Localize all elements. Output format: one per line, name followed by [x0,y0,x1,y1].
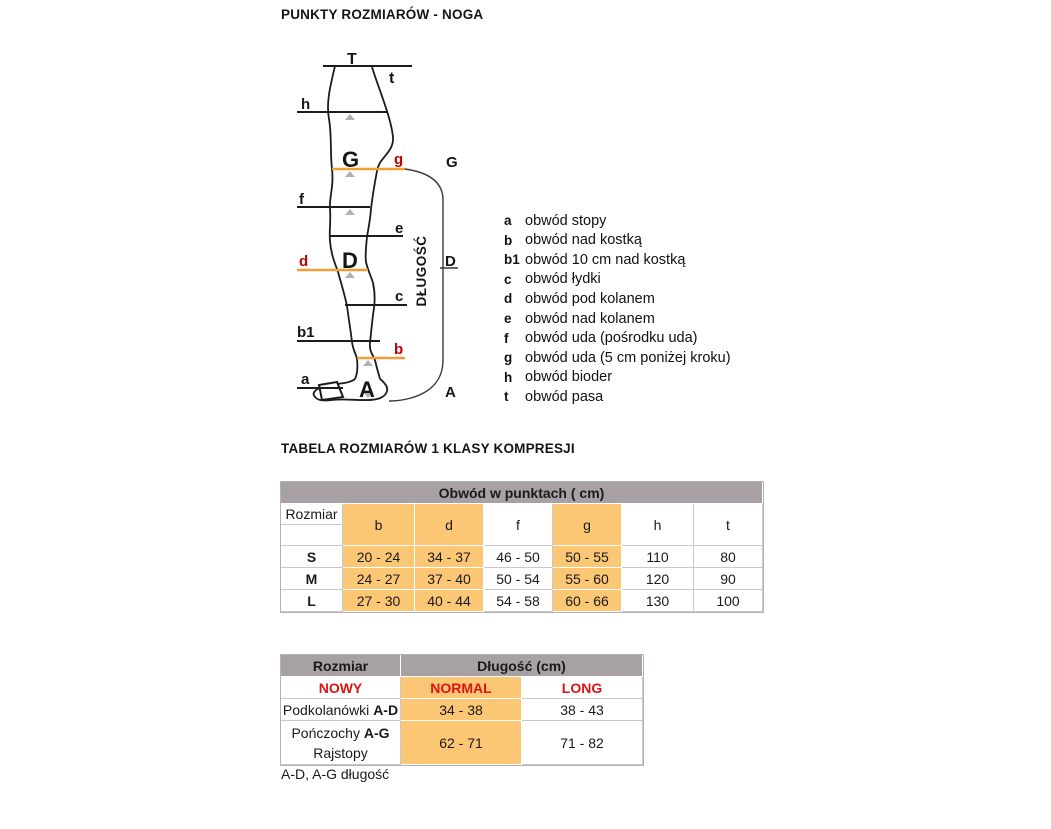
legend-item-a [504,211,731,231]
legend-item-e [504,309,731,329]
legend-key: c [504,271,512,287]
size-table [280,481,764,613]
legend-item-f [504,328,731,348]
marker-h [345,114,355,120]
length-bracket [389,154,458,401]
legend-key: h [504,369,513,385]
label-c: c [395,288,404,305]
label-b1: b1 [297,324,315,341]
cell: 34 - 38 [401,699,522,721]
size-M: M [281,568,343,590]
label-e: e [395,220,404,237]
table-row [281,546,763,568]
table1-row-header: Rozmiar [281,504,343,525]
legend-text: obwód nad kolanem [525,310,655,327]
length-table [280,654,644,766]
legend-text: obwód uda (5 cm poniżej kroku) [525,349,731,366]
legend-key: g [504,350,513,366]
footnote: A-D, A-G długość [281,766,390,782]
label-g: g [394,151,404,168]
cell: 34 - 37 [415,546,484,568]
product-name-2: Rajstopy [313,744,368,761]
legend-item-b1 [504,250,731,270]
col-header-t: t [694,504,763,546]
legend-key: b [504,232,513,248]
product-label [281,721,401,765]
table2-size-header: Rozmiar [281,655,401,677]
product-name: Podkolanówki [282,701,374,718]
cell: 50 - 55 [553,546,622,568]
col-header-d: d [415,504,484,546]
cell: 37 - 40 [415,568,484,590]
product-range: A-G [363,724,390,741]
cell: 27 - 30 [343,590,415,612]
table2-length-header: Długość (cm) [401,655,643,677]
label-h: h [301,96,311,113]
variant-normal: NORMAL [401,677,522,699]
marker-b [363,360,373,366]
cell: 120 [622,568,694,590]
legend-item-d [504,289,731,309]
cell: 46 - 50 [484,546,553,568]
col-header-h: h [622,504,694,546]
legend-text: obwód nad kostką [525,232,642,249]
legend-item-h [504,367,731,387]
label-D-leg: D [342,248,358,273]
leg-outline [314,66,393,401]
label-t: t [389,70,395,87]
legend-text: obwód pasa [525,388,604,405]
label-G-leg: G [342,147,360,172]
variant-nowy: NOWY [281,677,401,699]
legend-text: obwód 10 cm nad kostką [525,251,686,268]
label-f: f [299,191,304,208]
product-range: A-D [373,701,399,718]
col-header-g: g [553,504,622,546]
cell: 40 - 44 [415,590,484,612]
cell: 71 - 82 [522,721,643,765]
cell: 130 [622,590,694,612]
legend-key: e [504,311,512,326]
cell: 90 [694,568,763,590]
product-label [281,699,401,721]
size-table-grid [280,481,764,613]
col-header-f: f [484,504,553,546]
cell: 24 - 27 [343,568,415,590]
legend-key: f [504,330,509,346]
cell: 110 [622,546,694,568]
legend-text: obwód stopy [525,212,607,229]
marker-f [345,209,355,215]
legend-key: t [504,389,509,405]
leg-measurement-diagram [280,45,480,415]
bracket-label-G: G [446,154,458,171]
cell: 50 - 54 [484,568,553,590]
table-row [281,568,763,590]
cell: 60 - 66 [553,590,622,612]
legend-text: obwód uda (pośrodku uda) [525,330,698,347]
cell: 54 - 58 [484,590,553,612]
label-T: T [347,51,357,68]
table-row [281,721,643,765]
table-row [281,699,643,721]
label-a: a [301,371,310,388]
cell: 100 [694,590,763,612]
label-A-leg: A [359,377,375,402]
cell: 80 [694,546,763,568]
legend-text: obwód łydki [525,271,601,288]
table-row [281,590,763,612]
legend-text: obwód pod kolanem [525,290,655,307]
cell: 20 - 24 [343,546,415,568]
product-name: Pończochy [291,724,364,741]
size-S: S [281,546,343,568]
legend-item-b [504,231,731,251]
cell: 55 - 60 [553,568,622,590]
cell: 62 - 71 [401,721,522,765]
legend-item-g [504,348,731,368]
length-label: DŁUGOŚĆ [414,235,429,307]
length-table-grid [280,654,644,766]
col-header-b: b [343,504,415,546]
measurement-legend [504,211,731,406]
legend-key: a [504,213,512,229]
label-b: b [394,341,404,358]
legend-item-t [504,387,731,407]
table1-header: Obwód w punktach ( cm) [281,482,763,504]
size-table-title: TABELA ROZMIARÓW 1 KLASY KOMPRESJI [281,441,575,456]
legend-key: d [504,291,513,307]
bracket-label-D: D [445,253,456,270]
table1-empty-cell [281,525,343,546]
bracket-label-A: A [445,384,456,401]
legend-key: b1 [504,252,520,268]
legend-item-c [504,270,731,290]
toe-cap [319,382,343,400]
variant-long: LONG [522,677,643,699]
page-title: PUNKTY ROZMIARÓW - NOGA [281,7,484,22]
point-labels [297,51,403,402]
label-d: d [299,253,309,270]
size-L: L [281,590,343,612]
legend-text: obwód bioder [525,369,613,386]
cell: 38 - 43 [522,699,643,721]
